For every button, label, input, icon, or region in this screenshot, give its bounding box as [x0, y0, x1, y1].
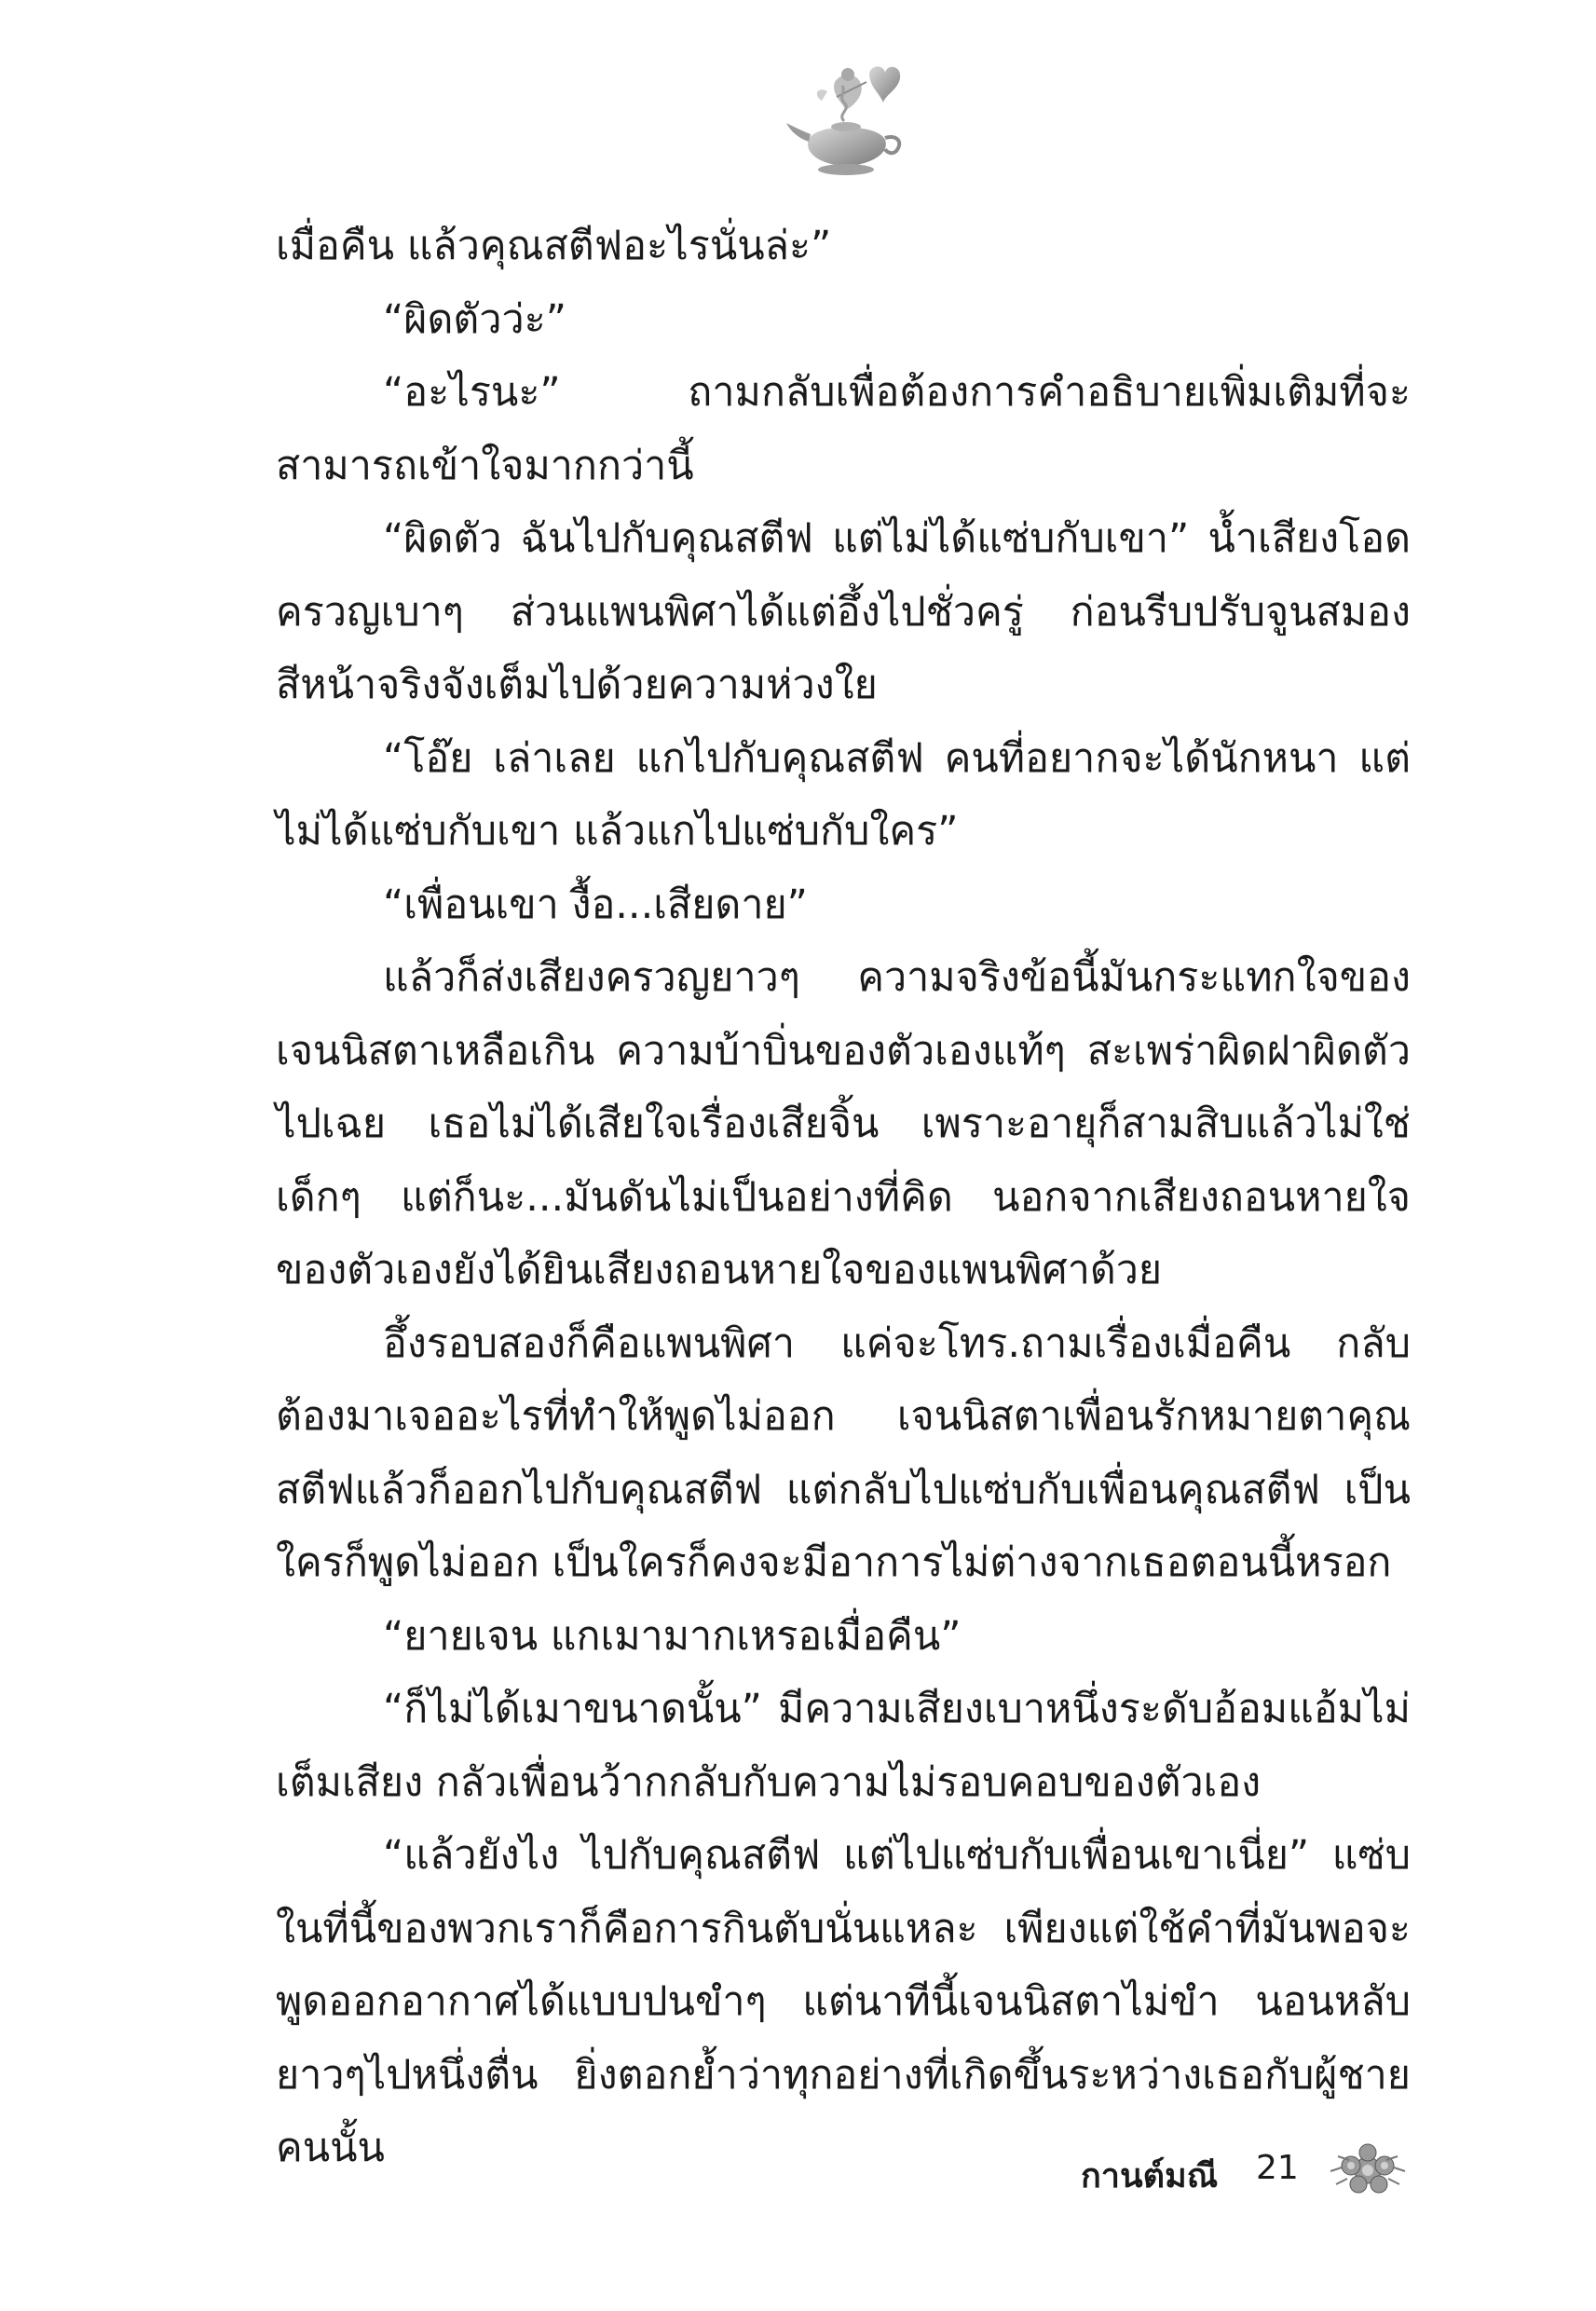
paragraph: “อะไรนะ” ถามกลับเพื่อต้องการคำอธิบายเพิ่มเติมที่จะสามารถเข้าใจมากกว่านี้	[276, 369, 1411, 489]
paragraph: “ผิดตัว ฉันไปกับคุณสตีฟ แต่ไม่ได้แซ่บกับเขา” น้ำเสียงโอดครวญเบาๆ ส่วนแพนพิศาได้แต่อึ้งไปชั่วครู่ ก่อนรีบปรับจูนสมองสีหน้าจริงจังเต็มไปด้วยความห่วงใย	[276, 515, 1411, 708]
paragraph: เมื่อคืน แล้วคุณสตีฟอะไรนั่นล่ะ”	[276, 223, 832, 269]
paragraph: “ผิดตัวว่ะ”	[383, 295, 566, 343]
page-footer	[1025, 2138, 1416, 2203]
flower-ornament-icon	[1325, 2138, 1411, 2203]
paragraph: แล้วก็ส่งเสียงครวญยาวๆ ความจริงข้อนี้มันกระแทกใจของเจนนิสตาเหลือเกิน ความบ้าบิ่นของตัวเองแท้ๆ สะเพร่าผิดฝาผิดตัวไปเฉย เธอไม่ได้เสียใจเรื่องเสียจิ้น เพราะอายุก็สามสิบแล้วไม่ใช่เด็กๆ แต่ก็นะ...มันดันไม่เป็นอย่างที่คิด นอกจากเสียงถอนหายใจของตัวเองยังได้ยินเสียงถอนหายใจของแพนพิศาด้วย	[276, 954, 1411, 1293]
paragraph: “เพื่อนเขา งื้อ...เสียดาย”	[383, 881, 808, 928]
teapot-cupid-ornament-icon	[781, 54, 911, 185]
body-text	[276, 210, 1411, 2185]
paragraph: “ยายเจน แกเมามากเหรอเมื่อคืน”	[383, 1612, 962, 1660]
paragraph: “แล้วยังไง ไปกับคุณสตีฟ แต่ไปแซ่บกับเพื่อนเขาเนี่ย” แซ่บในที่นี้ของพวกเราก็คือการกินตับนั่นแหละ เพียงแต่ใช้คำที่มันพอจะพูดออกอากาศได้แบบปนขำๆ แต่นาทีนี้เจนนิสตาไม่ขำ นอนหลับยาวๆไปหนึ่งตื่น ยิ่งตอกย้ำว่าทุกอย่างที่เกิดขึ้นระหว่างเธอกับผู้ชายคนนั้น	[276, 1832, 1411, 2171]
paragraph: “โอ๊ย เล่าเลย แกไปกับคุณสตีฟ คนที่อยากจะได้นักหนา แต่ไม่ได้แซ่บกับเขา แล้วแกไปแซ่บกับใคร”	[276, 734, 1411, 855]
page-number: 21	[1256, 2149, 1299, 2187]
book-title: กานต์มณี	[1081, 2157, 1219, 2195]
paragraph: “ก็ไม่ได้เมาขนาดนั้น” มีความเสียงเบาหนึ่งระดับอ้อมแอ้มไม่เต็มเสียง กลัวเพื่อนว้ากกลับกับความไม่รอบคอบของตัวเอง	[276, 1686, 1411, 1806]
paragraph: อึ้งรอบสองก็คือแพนพิศา แค่จะโทร.ถามเรื่องเมื่อคืน กลับต้องมาเจออะไรที่ทำให้พูดไม่ออก เจนนิสตาเพื่อนรักหมายตาคุณสตีฟแล้วก็ออกไปกับคุณสตีฟ แต่กลับไปแซ่บกับเพื่อนคุณสตีฟ เป็นใครก็พูดไม่ออก เป็นใครก็คงจะมีอาการไม่ต่างจากเธอตอนนี้หรอก	[276, 1320, 1411, 1586]
